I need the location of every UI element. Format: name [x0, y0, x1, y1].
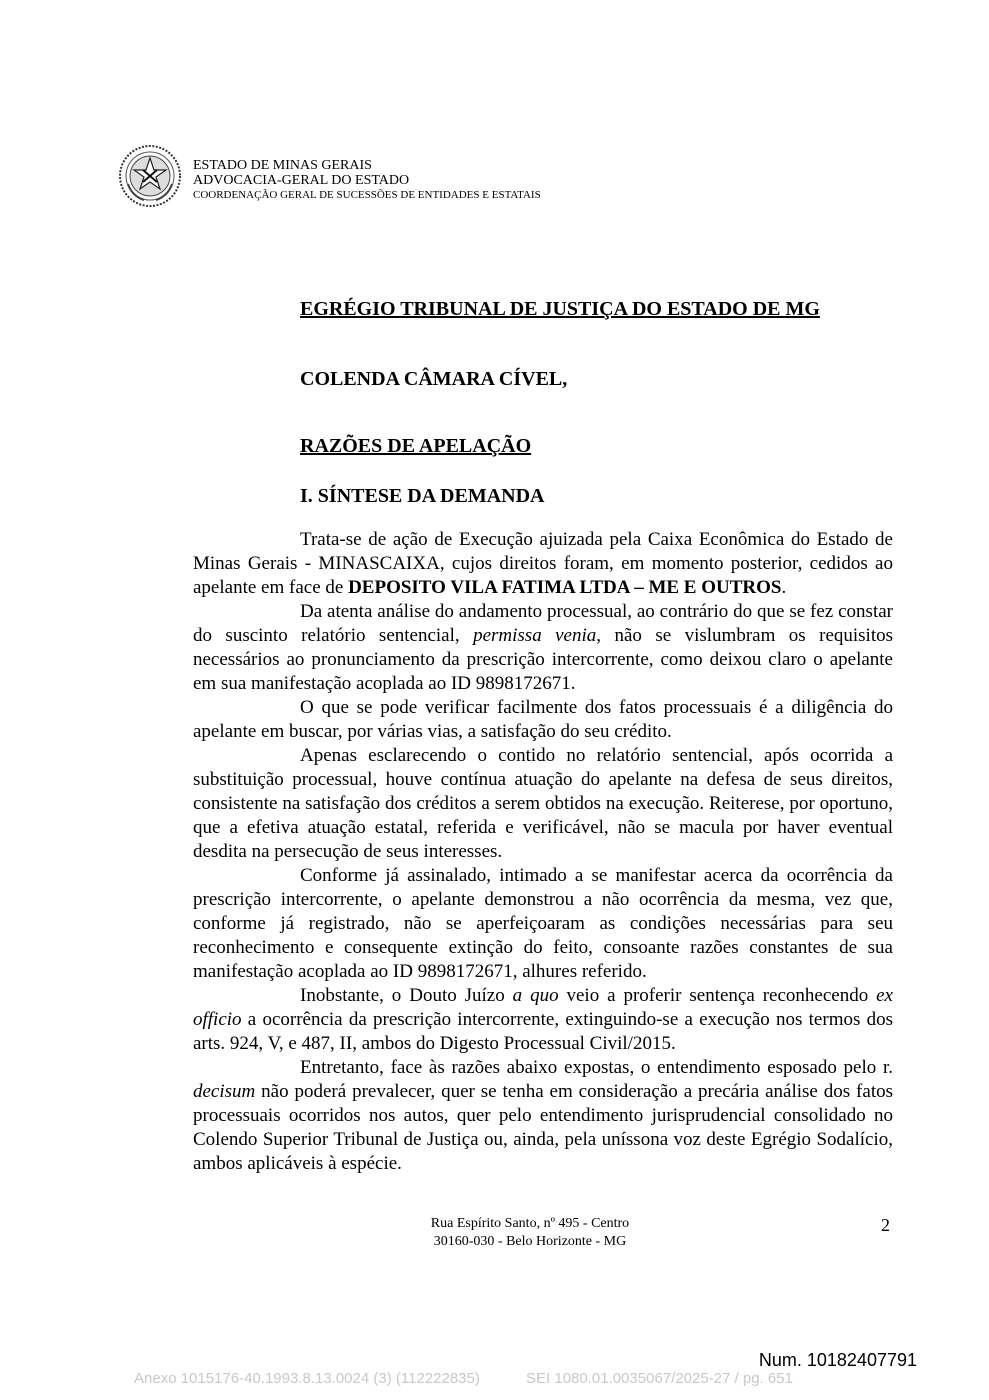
document-number-stamp: Num. 10182407791	[758, 1350, 917, 1370]
watermark-annex: Anexo 1015176-40.1993.8.13.0024 (3) (112222835)	[134, 1370, 480, 1387]
paragraph-6	[193, 984, 893, 1056]
p6-text-c: veio a proferir sentença reconhecendo	[558, 985, 877, 1006]
p2-text-c: , não se vislumbram os requisitos necessários ao pronunciamento da prescrição intercorrente, como deixou claro o apelante em sua manifestação acoplada ao ID 9898172671.	[193, 625, 893, 694]
letterhead-agency: ADVOCACIA-GERAL DO ESTADO	[193, 173, 410, 188]
p2-text-a: Da atenta análise do andamento processual, ao contrário do que se fez constar do suscinto relatório sentencial,	[193, 601, 893, 646]
document-body	[193, 528, 893, 1176]
footer-address-line1: Rua Espírito Santo, nº 495 - Centro	[430, 1216, 630, 1231]
p1-text-c: .	[781, 577, 787, 598]
p7-italic-decisum: decisum	[193, 1081, 256, 1102]
p6-text-a: Inobstante, o Douto Juízo	[300, 985, 513, 1006]
page-number: 2	[881, 1215, 890, 1235]
heading-tribunal: EGRÉGIO TRIBUNAL DE JUSTIÇA DO ESTADO DE MG	[300, 298, 820, 320]
watermark	[134, 1370, 793, 1387]
coat-of-arms-seal-icon	[118, 144, 182, 208]
paragraph-7	[193, 1056, 893, 1176]
heading-camara: COLENDA CÂMARA CÍVEL,	[300, 368, 568, 390]
footer-address-line2: 30160-030 - Belo Horizonte - MG	[433, 1234, 627, 1249]
footer-address	[380, 1215, 680, 1251]
p6-text-e: a ocorrência da prescrição intercorrente, extinguindo-se a execução nos termos dos arts. 924, V, e 487, II, ambos do Digesto Processual Civil/2015.	[193, 1009, 893, 1054]
p7-text-a: Entretanto, face às razões abaixo expostas, o entendimento esposado pelo r.	[300, 1057, 893, 1078]
heading-sintese: I. SÍNTESE DA DEMANDA	[300, 485, 545, 507]
paragraph-4: Apenas esclarecendo o contido no relatório sentencial, após ocorrida a substituição processual, houve contínua atuação do apelante na defesa de seus direitos, consistente na satisfação dos créditos a serem obtidos na execução. Reiterese, por oportuno, que a efetiva atuação estatal, referida e verificável, não se macula por haver eventual desdita na persecução de seus interesses.	[193, 745, 893, 862]
p6-italic-a-quo: a quo	[512, 985, 559, 1006]
paragraph-3: O que se pode verificar facilmente dos fatos processuais é a diligência do apelante em buscar, por várias vias, a satisfação do seu crédito.	[193, 697, 893, 742]
p1-text-a: Trata-se de ação de Execução ajuizada pela Caixa Econômica do Estado de Minas Gerais - MINASCAIXA, cujos direitos foram, em momento posterior, cedidos ao apelante em face de	[193, 529, 893, 598]
paragraph-5: Conforme já assinalado, intimado a se manifestar acerca da ocorrência da prescrição intercorrente, o apelante demonstrou a não ocorrência da mesma, vez que, conforme já registrado, não se aperfeiçoaram as condições necessárias para seu reconhecimento e consequente extinção do feito, consoante razões constantes de sua manifestação acoplada ao ID 9898172671, alhures referido.	[193, 865, 893, 982]
p7-text-c: não poderá prevalecer, quer se tenha em consideração a precária análise dos fatos processuais ocorridos nos autos, quer pelo entendimento jurisprudencial consolidado no Colendo Superior Tribunal de Justiça ou, ainda, pela uníssona voz deste Egrégio Sodalício, ambos aplicáveis à espécie.	[193, 1081, 893, 1174]
watermark-sei: SEI 1080.01.0035067/2025-27 / pg. 651	[526, 1370, 793, 1387]
paragraph-2	[193, 600, 893, 696]
letterhead-department: COORDENAÇÃO GERAL DE SUCESSÕES DE ENTIDADES E ESTATAIS	[193, 189, 541, 201]
letterhead-state: ESTADO DE MINAS GERAIS	[193, 158, 372, 173]
p1-defendant-bold: DEPOSITO VILA FATIMA LTDA – ME E OUTROS	[348, 577, 782, 598]
letterhead	[193, 158, 541, 203]
heading-razoes: RAZÕES DE APELAÇÃO	[300, 435, 532, 457]
paragraph-1	[193, 528, 893, 600]
p6-italic-ex-officio: ex officio	[193, 985, 893, 1030]
p2-italic: permissa venia	[473, 625, 597, 646]
